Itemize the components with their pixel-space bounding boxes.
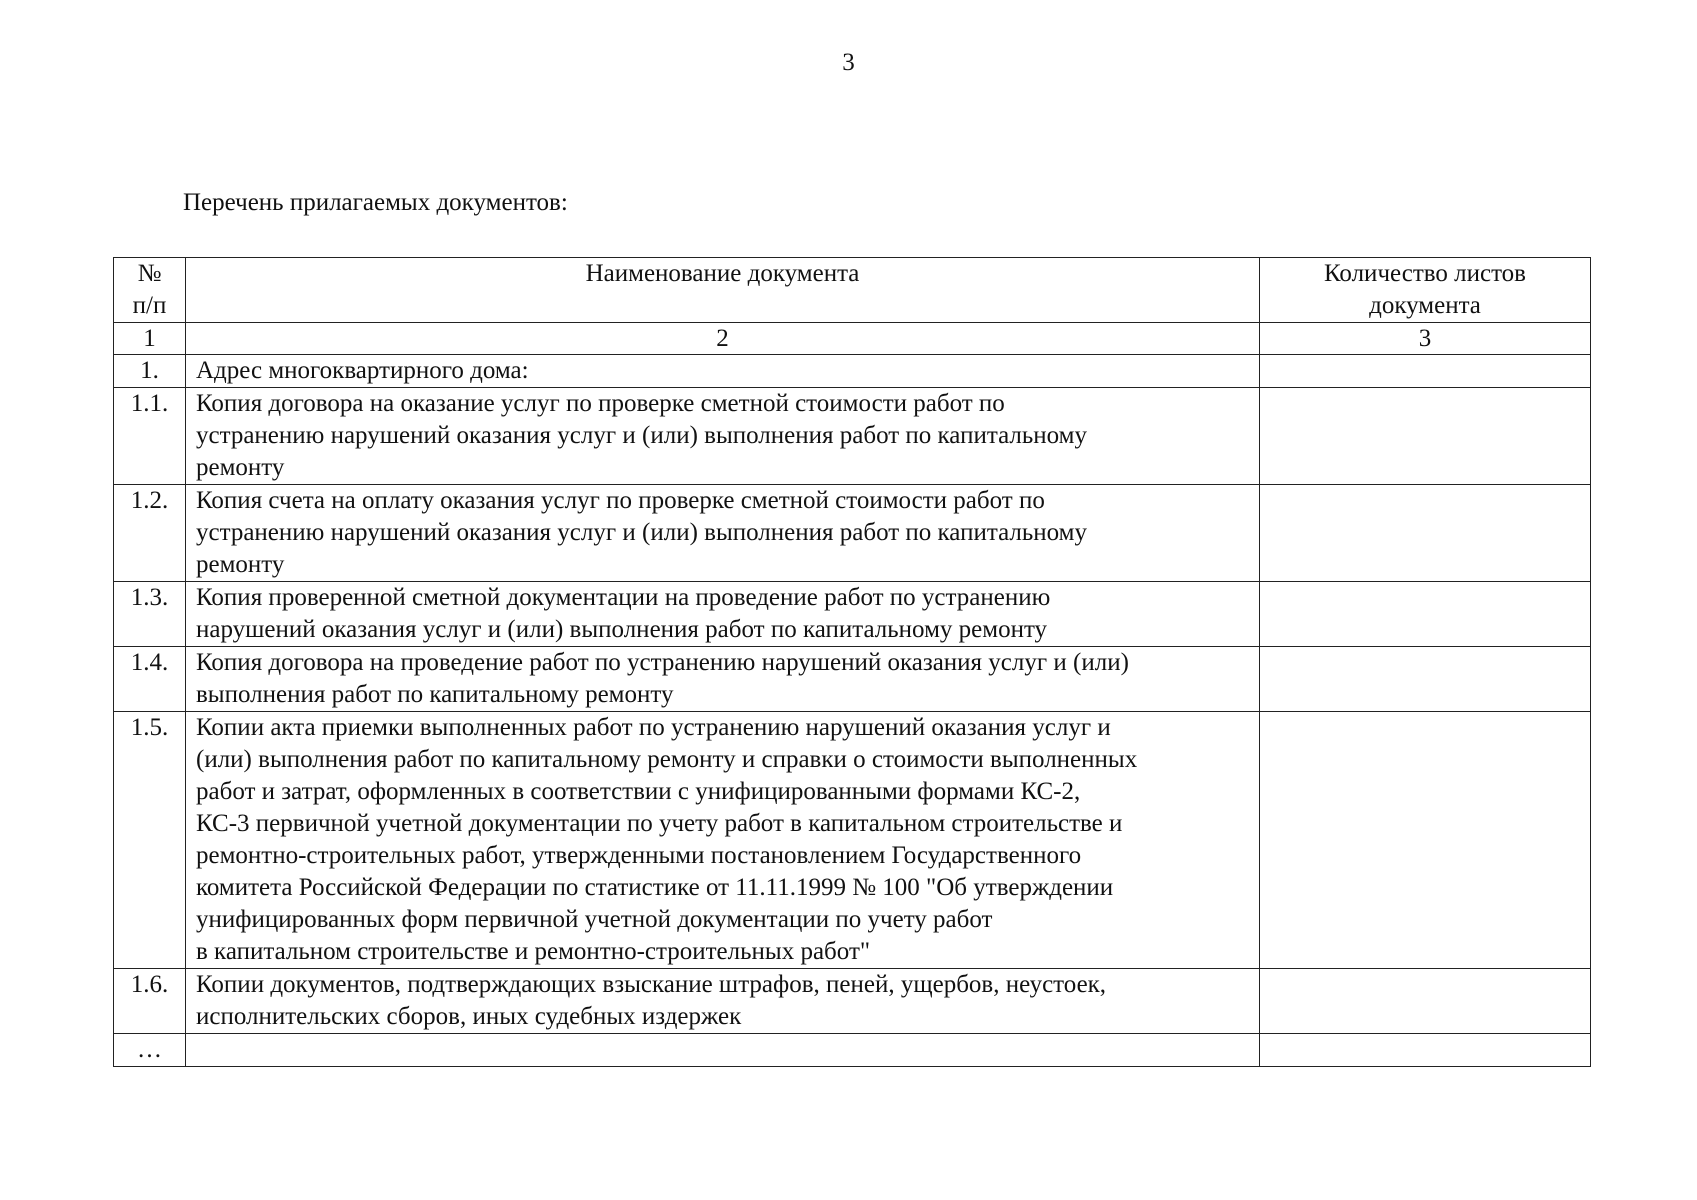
header-name: Наименование документа <box>186 258 1260 323</box>
row-count <box>1260 969 1591 1034</box>
row-count <box>1260 582 1591 647</box>
row-num: 1.4. <box>114 647 186 712</box>
row-count <box>1260 647 1591 712</box>
table-row <box>114 582 1591 647</box>
row-count <box>1260 388 1591 485</box>
row-name: Копия проверенной сметной документации на проведение работ по устранению нарушений оказания услуг и (или) выполнения работ по капитальному ремонту <box>186 582 1260 647</box>
row-count <box>1260 485 1591 582</box>
row-count <box>1260 1034 1591 1067</box>
table-row <box>114 712 1591 969</box>
table-row <box>114 969 1591 1034</box>
row-count <box>1260 712 1591 969</box>
row-num: 1.1. <box>114 388 186 485</box>
row-count <box>1260 355 1591 388</box>
row-name <box>186 1034 1260 1067</box>
row-num: 1. <box>114 355 186 388</box>
row-num: 1.2. <box>114 485 186 582</box>
column-index-count: 3 <box>1260 323 1591 355</box>
page-number: 3 <box>842 49 855 76</box>
table-row <box>114 355 1591 388</box>
row-name: Копия счета на оплату оказания услуг по проверке сметной стоимости работ по устранению нарушений оказания услуг и (или) выполнения работ по капитальному ремонту <box>186 485 1260 582</box>
documents-table <box>113 257 1591 1067</box>
row-name: Копии документов, подтверждающих взыскание штрафов, пеней, ущербов, неустоек, исполнительских сборов, иных судебных издержек <box>186 969 1260 1034</box>
table-row <box>114 1034 1591 1067</box>
row-num: 1.5. <box>114 712 186 969</box>
row-name: Копии акта приемки выполненных работ по устранению нарушений оказания услуг и (или) выполнения работ по капитальному ремонту и справки о стоимости выполненных работ и затрат, оформленных в соответствии с унифицированными формами КС-2, КС-3 первичной учетной документации по учету работ в капитальном строительстве и ремонтно-строительных работ, утвержденными постановлением Государственного комитета Российской Федерации по статистике от 11.11.1999 № 100 "Об утверждении унифицированных форм первичной учетной документации по учету работ в капитальном строительстве и ремонтно-строительных работ" <box>186 712 1260 969</box>
row-name: Копия договора на оказание услуг по проверке сметной стоимости работ по устранению нарушений оказания услуг и (или) выполнения работ по капитальному ремонту <box>186 388 1260 485</box>
table-row <box>114 647 1591 712</box>
row-name: Адрес многоквартирного дома: <box>186 355 1260 388</box>
table-row <box>114 388 1591 485</box>
table-column-index-row <box>114 323 1591 355</box>
column-index-name: 2 <box>186 323 1260 355</box>
list-title: Перечень прилагаемых документов: <box>183 189 568 216</box>
row-num: 1.3. <box>114 582 186 647</box>
table-header-row <box>114 258 1591 323</box>
table-row <box>114 485 1591 582</box>
header-count: Количество листов документа <box>1260 258 1591 323</box>
header-num: № п/п <box>114 258 186 323</box>
column-index-num: 1 <box>114 323 186 355</box>
row-num: 1.6. <box>114 969 186 1034</box>
row-num: … <box>114 1034 186 1067</box>
row-name: Копия договора на проведение работ по устранению нарушений оказания услуг и (или) выполнения работ по капитальному ремонту <box>186 647 1260 712</box>
